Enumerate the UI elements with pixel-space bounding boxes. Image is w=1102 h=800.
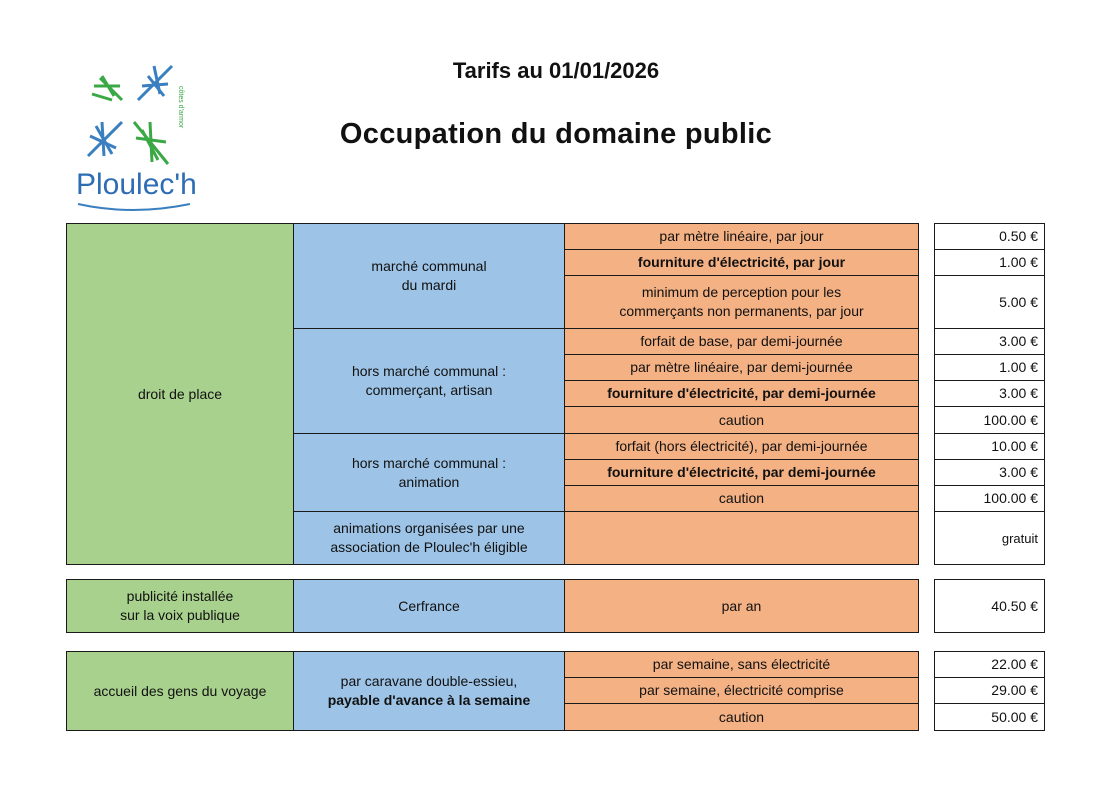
group-label: hors marché communal : animation	[351, 454, 507, 490]
tariff-description: par mètre linéaire, par demi-journée	[564, 354, 919, 381]
tariff-description: par an	[564, 579, 919, 633]
group-label: hors marché communal : commerçant, artisan	[351, 363, 507, 398]
group-label: par caravane double-essieu, payable d'avance à la semaine	[327, 673, 531, 708]
tariff-description: fourniture d'électricité, par jour	[564, 249, 919, 276]
tariff-price: 1.00 €	[934, 354, 1045, 381]
category-droit-de-place	[66, 223, 294, 565]
tariff-description: minimum de perception pour les commerçants non permanents, par jour	[564, 275, 919, 329]
group-marche-communal	[293, 223, 565, 329]
tariff-price: gratuit	[934, 511, 1045, 565]
tariff-price: 22.00 €	[934, 651, 1045, 678]
group-hors-marche-commercant	[293, 328, 565, 434]
group-animations-association	[293, 511, 565, 565]
page-title: Occupation du domaine public	[339, 118, 773, 150]
tariff-price: 3.00 €	[934, 380, 1045, 407]
logo-text: Ploulec'h	[76, 168, 197, 201]
tariff-price: 100.00 €	[934, 406, 1045, 434]
category-gens-du-voyage: accueil des gens du voyage	[66, 651, 294, 731]
group-hors-marche-animation	[293, 433, 565, 512]
tariff-price: 3.00 €	[934, 459, 1045, 486]
tariff-description: caution	[564, 406, 919, 434]
tariff-description: par semaine, électricité comprise	[564, 677, 919, 704]
category-label: publicité installée sur la voix publique	[120, 588, 240, 623]
category-label: droit de place	[137, 385, 223, 402]
tariff-price: 3.00 €	[934, 328, 1045, 355]
tariff-price: 5.00 €	[934, 275, 1045, 329]
category-publicite	[66, 579, 294, 633]
tariff-description: par semaine, sans électricité	[564, 651, 919, 678]
tariff-price: 10.00 €	[934, 433, 1045, 460]
tariff-price: 50.00 €	[934, 703, 1045, 731]
tariff-price: 29.00 €	[934, 677, 1045, 704]
tariff-description-empty	[564, 511, 919, 565]
tariff-price: 100.00 €	[934, 485, 1045, 512]
group-caravane	[293, 651, 565, 731]
tariff-description: forfait (hors électricité), par demi-journée	[564, 433, 919, 460]
group-label: marché communal du mardi	[371, 258, 487, 293]
tariff-description: caution	[564, 703, 919, 731]
tariff-description: fourniture d'électricité, par demi-journée	[564, 380, 919, 407]
logo-side-text: côtes d'armor	[177, 86, 184, 129]
tariff-price: 0.50 €	[934, 223, 1045, 250]
group-label: animations organisées par une association de Ploulec'h éligible	[330, 520, 528, 555]
tariff-price: 1.00 €	[934, 249, 1045, 276]
tariff-description: fourniture d'électricité, par demi-journée	[564, 459, 919, 486]
tariff-description: caution	[564, 485, 919, 512]
tariff-description: forfait de base, par demi-journée	[564, 328, 919, 355]
tariff-price: 40.50 €	[934, 579, 1045, 633]
tariff-date-title: Tarifs au 01/01/2026	[452, 58, 660, 83]
tariff-description: par mètre linéaire, par jour	[564, 223, 919, 250]
group-cerfrance: Cerfrance	[293, 579, 565, 633]
